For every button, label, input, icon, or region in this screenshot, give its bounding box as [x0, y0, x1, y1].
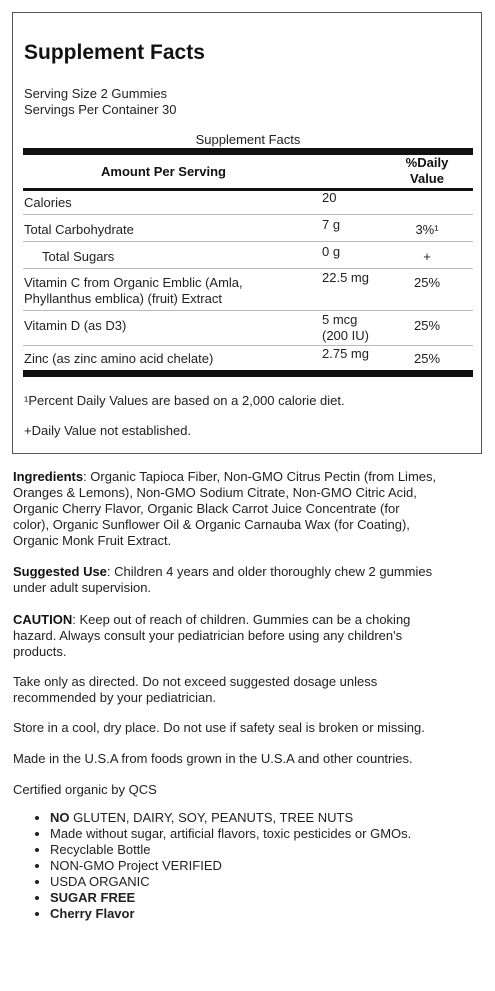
caution-line1: : Keep out of reach of children. Gummies can be a choking	[72, 612, 411, 627]
servings-per-container: Servings Per Container 30	[24, 102, 177, 117]
nutrient-name-total-sugars: Total Sugars	[42, 249, 115, 264]
certified-organic-statement: Certified organic by QCS	[13, 782, 157, 797]
directions-line1: Take only as directed. Do not exceed suggested dosage unless	[13, 674, 378, 689]
nutrient-name-zinc: Zinc (as zinc amino acid chelate)	[24, 351, 214, 366]
amount-total-sugars: 0 g	[322, 244, 341, 259]
amount-vitamin-d-line1: 5 mcg	[322, 312, 358, 327]
row-divider	[23, 241, 473, 242]
dv-total-sugars: +	[423, 249, 431, 264]
top-rule	[23, 148, 473, 155]
header-rule	[23, 188, 473, 191]
list-item: • Made without sugar, artificial flavors, toxic pesticides or GMOs.	[50, 826, 490, 842]
header-daily-value-line1: %Daily	[405, 155, 449, 170]
ingredients-line5: Organic Monk Fruit Extract.	[13, 533, 172, 548]
table-caption: Supplement Facts	[195, 132, 301, 147]
header-amount-per-serving: Amount Per Serving	[101, 164, 226, 179]
row-divider	[23, 214, 473, 215]
footnote-dv-not-established: +Daily Value not established.	[24, 423, 192, 438]
row-divider	[23, 310, 473, 311]
suggested-use-label: Suggested Use	[13, 564, 107, 579]
footnote-daily-values: ¹Percent Daily Values are based on a 2,000 calorie diet.	[24, 393, 345, 408]
row-divider	[23, 268, 473, 269]
nutrient-name-vitamin-c-line2: Phyllanthus emblica) (fruit) Extract	[24, 291, 222, 306]
dv-zinc: 25%	[413, 351, 441, 366]
dv-total-carbohydrate: 3%¹	[415, 222, 439, 237]
caution-label: CAUTION	[13, 612, 73, 627]
amount-total-carbohydrate: 7 g	[322, 217, 341, 232]
list-item	[50, 890, 490, 906]
claim-sugar-free: SUGAR FREE	[50, 890, 136, 905]
ingredients-line1: : Organic Tapioca Fiber, Non-GMO Citrus Pectin (from Limes,	[83, 469, 437, 484]
amount-zinc: 2.75 mg	[322, 346, 369, 361]
suggested-use-line2: under adult supervision.	[13, 580, 152, 595]
ingredients-line4: color), Organic Sunflower Oil & Organic Carnauba Wax (for Coating),	[13, 517, 410, 532]
suggested-use-line1: : Children 4 years and older thoroughly chew 2 gummies	[106, 564, 433, 579]
row-divider	[23, 345, 473, 346]
directions-line2: recommended by your pediatrician.	[13, 690, 217, 705]
amount-vitamin-d-line2: (200 IU)	[322, 328, 369, 343]
ingredients-line3: Organic Cherry Flavor, Organic Black Carrot Juice Concentrate (for	[13, 501, 400, 516]
ingredients-paragraph	[13, 469, 483, 549]
product-claims-list	[13, 810, 490, 922]
caution-line2: hazard. Always consult your pediatrician before using any children's	[13, 628, 403, 643]
list-item	[50, 810, 490, 826]
amount-calories: 20	[322, 190, 337, 205]
header-daily-value-line2: Value	[410, 171, 444, 186]
list-item: • USDA ORGANIC	[50, 874, 490, 890]
nutrient-name-vitamin-d: Vitamin D (as D3)	[24, 318, 127, 333]
list-item: • Recyclable Bottle	[50, 842, 490, 858]
dv-vitamin-c: 25%	[413, 275, 441, 290]
caution-line3: products.	[13, 644, 67, 659]
nutrient-name-total-carbohydrate: Total Carbohydrate	[24, 222, 134, 237]
claim-allergen-free: GLUTEN, DAIRY, SOY, PEANUTS, TREE NUTS	[69, 810, 354, 825]
suggested-use-paragraph	[13, 564, 483, 596]
nutrient-name-calories: Calories	[24, 195, 72, 210]
dv-vitamin-d: 25%	[413, 318, 441, 333]
ingredients-label: Ingredients	[13, 469, 84, 484]
caution-paragraph	[13, 612, 483, 660]
claim-flavor: Cherry Flavor	[50, 906, 135, 921]
claim-no-label: NO	[50, 810, 70, 825]
ingredients-line2: Oranges & Lemons), Non-GMO Sodium Citrate, Non-GMO Citric Acid,	[13, 485, 417, 500]
supplement-facts-panel	[12, 12, 482, 454]
bottom-rule	[23, 370, 473, 377]
list-item: • NON-GMO Project VERIFIED	[50, 858, 490, 874]
storage-statement: Store in a cool, dry place. Do not use if safety seal is broken or missing.	[13, 720, 425, 735]
nutrient-name-vitamin-c-line1: Vitamin C from Organic Emblic (Amla,	[24, 275, 243, 290]
facts-title: Supplement Facts	[24, 41, 205, 64]
directions-paragraph	[13, 674, 483, 706]
amount-vitamin-c: 22.5 mg	[322, 270, 369, 285]
serving-size: Serving Size 2 Gummies	[24, 86, 168, 101]
list-item	[50, 906, 490, 922]
made-in-statement: Made in the U.S.A from foods grown in the U.S.A and other countries.	[13, 751, 413, 766]
